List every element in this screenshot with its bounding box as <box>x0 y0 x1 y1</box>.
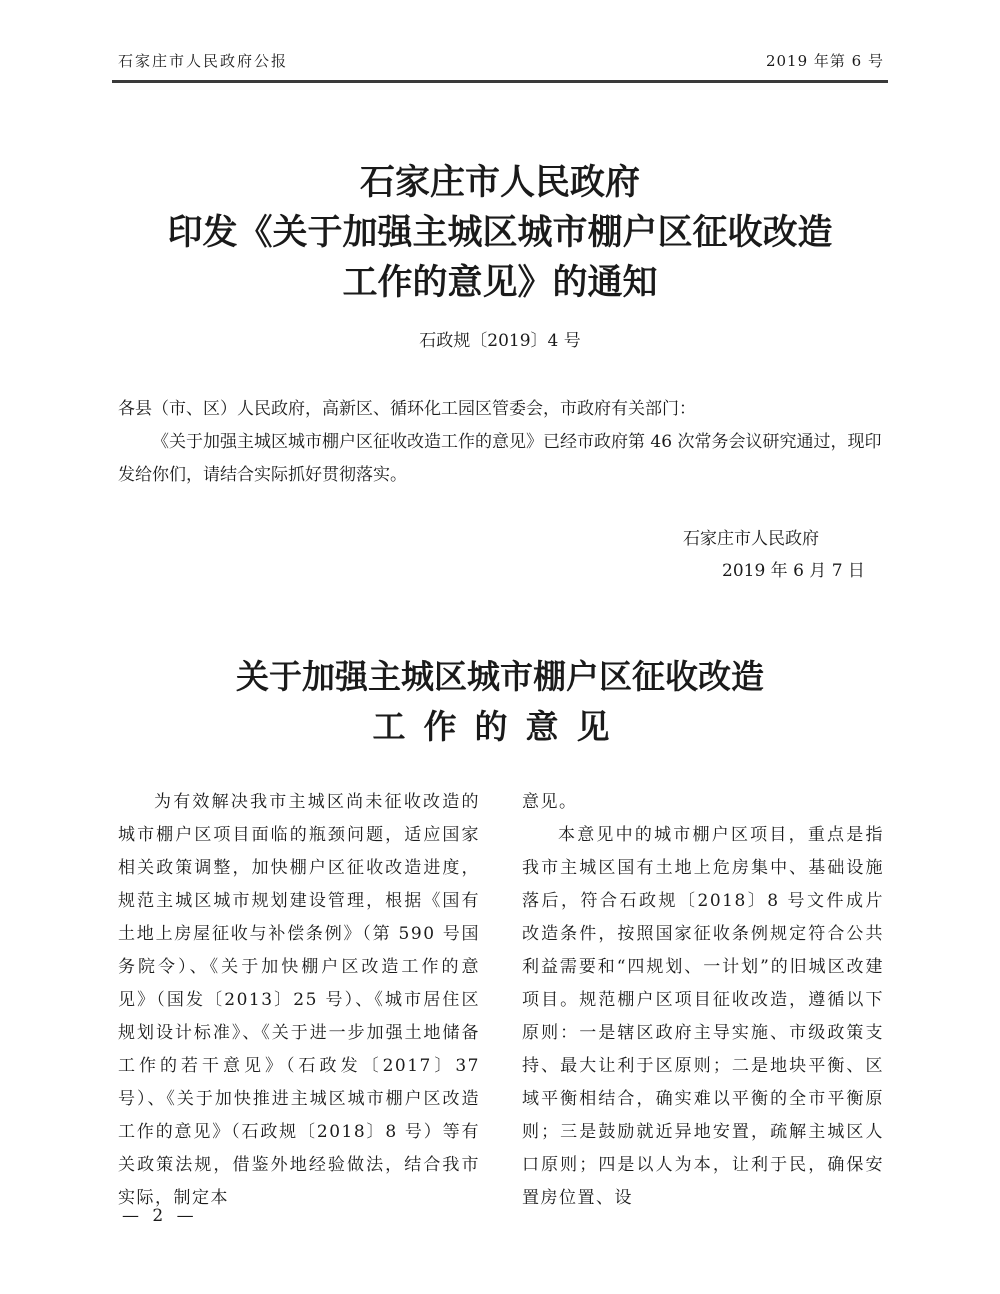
addressee: 各县（市、区）人民政府，高新区、循环化工园区管委会，市政府有关部门： <box>118 399 696 419</box>
notice-body: 《关于加强主城区城市棚户区征收改造工作的意见》已经市政府第 46 次常务会议研究通过，现印发给你们，请结合实际抓好贯彻落实。 <box>118 432 882 485</box>
opinion-title-line-1: 关于加强主城区城市棚户区征收改造 <box>236 657 764 696</box>
signature-organization: 石家庄市人民政府 <box>683 529 819 549</box>
left-column <box>118 786 480 1215</box>
notice-title-line-2: 印发《关于加强主城区城市棚户区征收改造 <box>167 212 833 253</box>
issue-number: 2019 年第 6 号 <box>765 52 884 70</box>
notice-title-line-3: 工作的意见》的通知 <box>342 262 658 303</box>
publication-name: 石家庄市人民政府公报 <box>118 52 289 70</box>
opinion-paragraph-1-end: 意见。 <box>522 792 578 812</box>
opinion-title-line-2: 工作的意见 <box>372 707 628 746</box>
opinion-paragraph-2: 本意见中的城市棚户区项目，重点是指我市主城区国有土地上危房集中、基础设施落后，符合石政规〔2018〕8 号文件成片改造条件，按照国家征收条例规定符合公共利益需要和“四规划、一计划”的旧城区改建项目。规范棚户区项目征收改造，遵循以下原则：一是辖区政府主导实施、市级政策支持、最大让利于区原则；二是地块平衡、区域平衡相结合，确实难以平衡的全市平衡原则；三是鼓励就近异地安置，疏解主城区人口原则；四是以人为本，让利于民，确保安置房位置、设 <box>522 825 884 1208</box>
right-column <box>522 786 884 1215</box>
page-number: — 2 — <box>122 1206 198 1226</box>
running-header <box>118 50 884 74</box>
opinion-paragraph-1: 为有效解决我市主城区尚未征收改造的城市棚户区项目面临的瓶颈问题，适应国家相关政策调整，加快棚户区征收改造进度，规范主城区城市规划建设管理，根据《国有土地上房屋征收与补偿条例》（第 590 号国务院令）、《关于加快棚户区改造工作的意见》（国发〔2013〕25 号）、《城市居住区规划设计标准》、《关于进一步加强土地储备工作的若干意见》（石政发〔2017〕37 号）、《关于加快推进主城区城市棚户区改造工作的意见》（石政规〔2018〕8 号）等有关政策法规，借鉴外地经验做法，结合我市实际，制定本 <box>118 792 480 1208</box>
document-number: 石政规〔2019〕4 号 <box>419 331 581 351</box>
signature-date: 2019 年 6 月 7 日 <box>722 561 865 581</box>
header-divider <box>112 80 888 83</box>
notice-title-line-1: 石家庄市人民政府 <box>359 162 640 203</box>
